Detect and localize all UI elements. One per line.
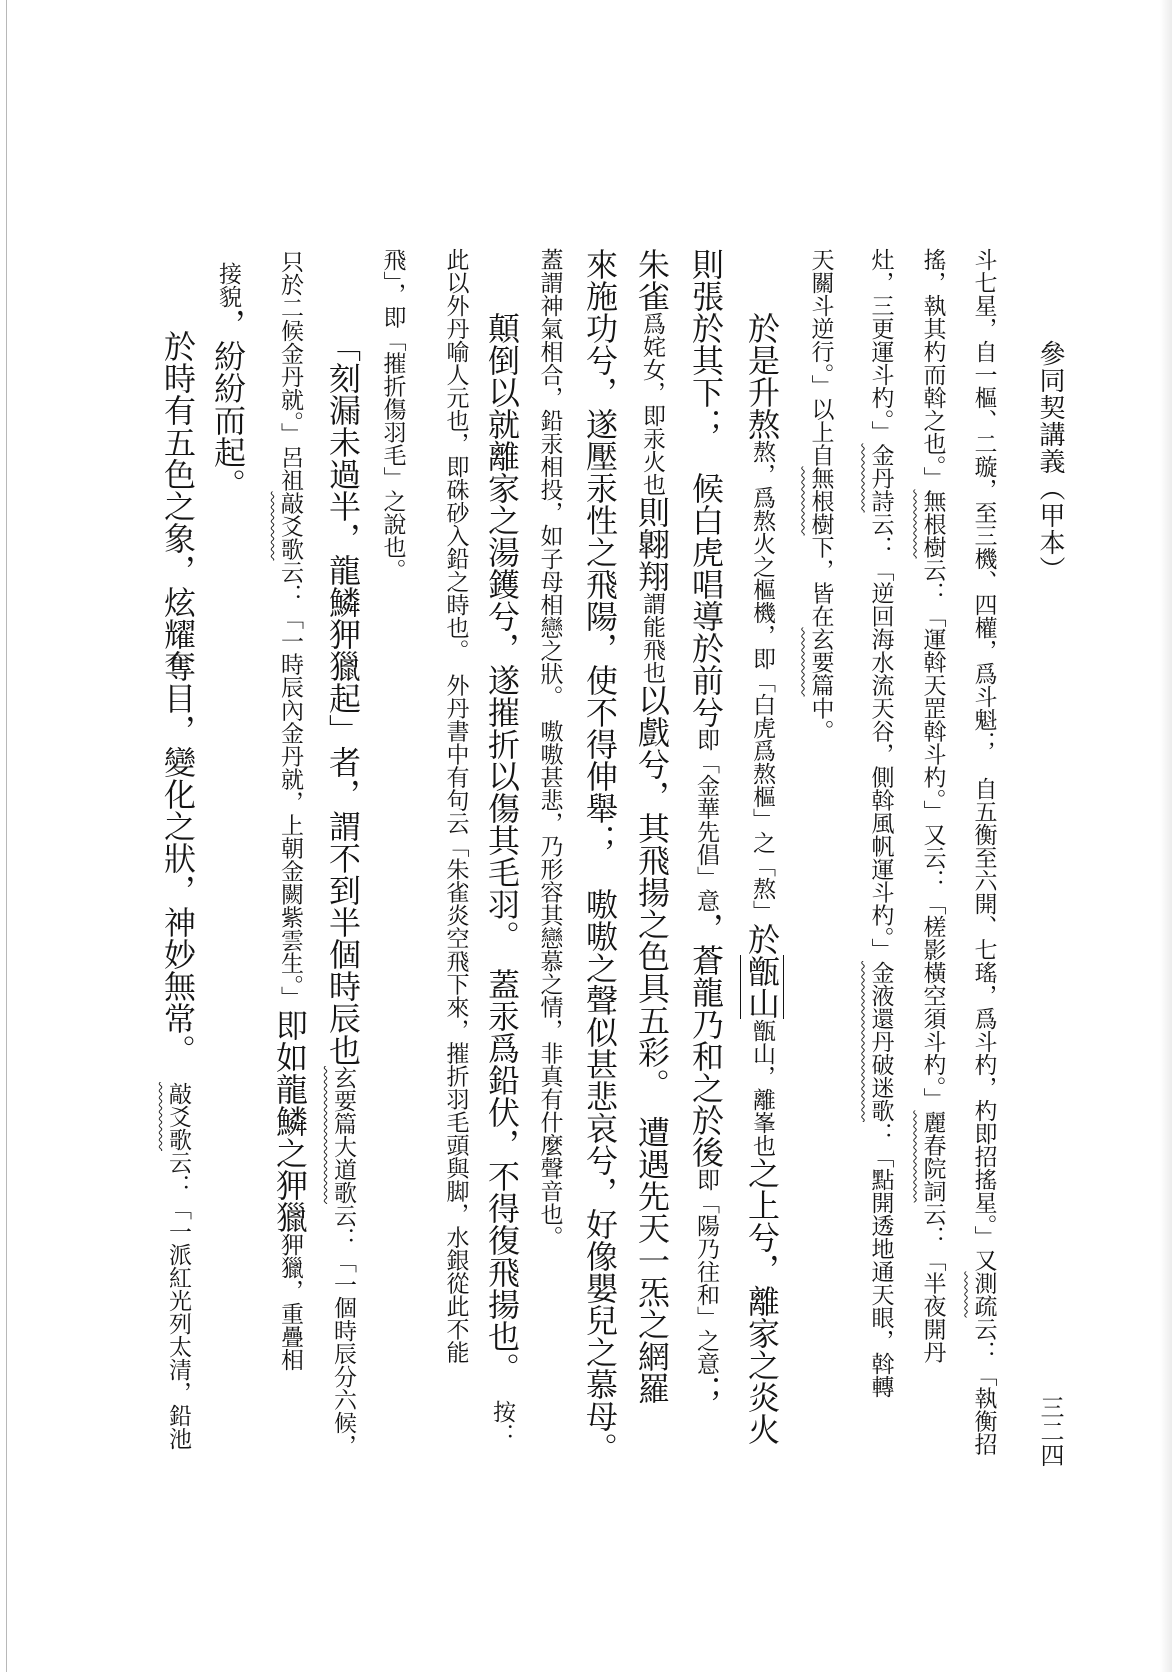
annotation-text: 即「金華先倡」意 (693, 728, 719, 912)
text-column (444, 248, 467, 1364)
main-text: 於是升熬 (743, 312, 781, 440)
main-text: ，蒼龍乃和之於後 (687, 912, 725, 1168)
annotation-text: 搖，執其杓而斡之也。」 (919, 248, 946, 490)
main-text: 以戲兮，其飛揚之色具五彩。 遭遇先天一炁之網羅 (633, 684, 671, 1404)
annotation-text: 云：「運斡天罡斡斗杓。」又云：「槎影橫空須斗杓。」 (919, 558, 946, 1111)
text-column (581, 248, 619, 1464)
annotation-text: 云：「一派紅光列太清，鉛池 (165, 1151, 191, 1450)
text-column (921, 248, 944, 1364)
text-column (483, 312, 521, 1446)
main-text: 朱雀 (633, 248, 671, 312)
main-text: 顛倒以就離家之湯鑊兮，遂摧折以傷其毛羽。 蓋汞爲鉛伏，不得復飛揚也。 (483, 312, 521, 1400)
page-number: 三二四 (1036, 1395, 1064, 1467)
main-text: 則張於其下； 候白虎唱導於前兮 (687, 248, 725, 728)
annotation-text: 中。 (807, 696, 834, 743)
scan-edge-shadow (1160, 0, 1172, 1672)
annotation-text: 灶，三更運斗杓。」 (867, 248, 894, 444)
text-column (159, 330, 197, 1450)
main-text: 來施功兮，遂壓汞性之飛陽，使不得伸舉； 嗷嗷之聲似甚悲哀兮，好像嬰兒之慕母。 (581, 248, 619, 1464)
annotation-text: ：「點開透地通天眼，斡轉 (867, 1122, 894, 1398)
book-title: 無根樹 (919, 489, 946, 559)
book-title: 金液還丹破迷歌 (867, 961, 894, 1122)
annotation-text: 狎獵，重疊相 (277, 1233, 303, 1371)
book-title: 敲爻歌 (277, 491, 303, 561)
book-title: 金丹詩 (867, 443, 894, 513)
annotation-text: 按： (489, 1400, 515, 1446)
book-title: 玄要篇大道歌 (330, 1066, 356, 1204)
main-text: 之上兮，離家之炎火 (743, 1157, 781, 1445)
annotation-text: 只於二候金丹就。」呂祖 (277, 250, 303, 492)
main-text: 於時有五色之象，炫耀奪目，變化之狀，神妙無常。 (159, 330, 197, 1082)
text-column (972, 248, 995, 1456)
annotation-text: 斗七星，自一樞、二璇，至三機、四權，爲斗魁； 自五衡至六開、七瑤，爲斗杓，杓即招搖星。」又 (970, 248, 997, 1272)
annotation-text: 此以外丹喻人元也，即硃砂入鉛之時也。 外丹書中有句云「朱雀炎空飛下來，摧折羽毛頭與脚，水銀從此不能 (442, 248, 469, 1364)
annotation-text: 云：「半夜開丹 (919, 1202, 946, 1364)
book-title: 無根樹 (807, 466, 834, 536)
book-title: 麗春院詞 (919, 1110, 946, 1203)
annotation-text: 爲姹女，即汞火也 (639, 312, 665, 496)
main-text: 「刻漏未過半，龍鱗狎獵起」者，謂不到半個時辰也 (324, 330, 362, 1066)
annotation-text: 熬，爲熬火之樞機，即「白虎爲熬樞」之「熬」 (749, 440, 775, 923)
text-column (633, 248, 671, 1404)
annotation-text: 接貌 (215, 262, 241, 308)
text-column (809, 248, 832, 743)
main-text: ； (687, 1375, 725, 1407)
text-column (324, 330, 362, 1457)
text-column (869, 248, 892, 1398)
annotation-text: 謂能飛也 (639, 592, 665, 684)
annotation-text: 飛」，即「摧折傷羽毛」之說也。 (379, 248, 406, 582)
annotation-text: 云：「一時辰內金丹就，上朝金闕紫雲生。」 (277, 560, 303, 1009)
annotation-text: 蓋謂神氣相合，鉛汞相投，如子母相戀之狀。 嗷嗷甚悲，乃形容其戀慕之情，非真有什麼聲音也。 (536, 248, 563, 1249)
annotation-text: 云：「執衡招 (970, 1317, 997, 1456)
main-text: 於 (743, 923, 781, 955)
text-column (687, 248, 725, 1407)
book-title: 敲爻歌 (165, 1082, 191, 1151)
main-text: 即如龍鱗之狎獵 (271, 1009, 309, 1233)
text-column (209, 262, 247, 500)
text-column (538, 248, 561, 1249)
text-column (271, 250, 309, 1371)
annotation-text: 即「陽乃往和」之意 (693, 1168, 719, 1375)
scan-edge-line (6, 0, 7, 1672)
boxed-term: 甑山 (740, 955, 784, 1019)
annotation-text: 下，皆在 (807, 535, 834, 628)
running-header-title: 參同契講義（甲本） (1035, 340, 1065, 583)
book-title: 測疏 (970, 1271, 997, 1318)
main-text: ，紛紛而起。 (209, 308, 247, 500)
annotation-text: 甑山，離峯也 (749, 1019, 775, 1157)
annotation-text: 云：「一個時辰分六候， (330, 1204, 356, 1457)
annotation-text: 天關斗逆行。」以上自 (807, 248, 834, 467)
annotation-text: 云：「逆回海水流天谷，側斡風帆運斗杓。」 (867, 512, 894, 961)
book-title: 玄要篇 (807, 627, 834, 697)
main-text: 則翺翔 (633, 496, 671, 592)
text-column (381, 248, 404, 582)
text-column (743, 312, 781, 1445)
